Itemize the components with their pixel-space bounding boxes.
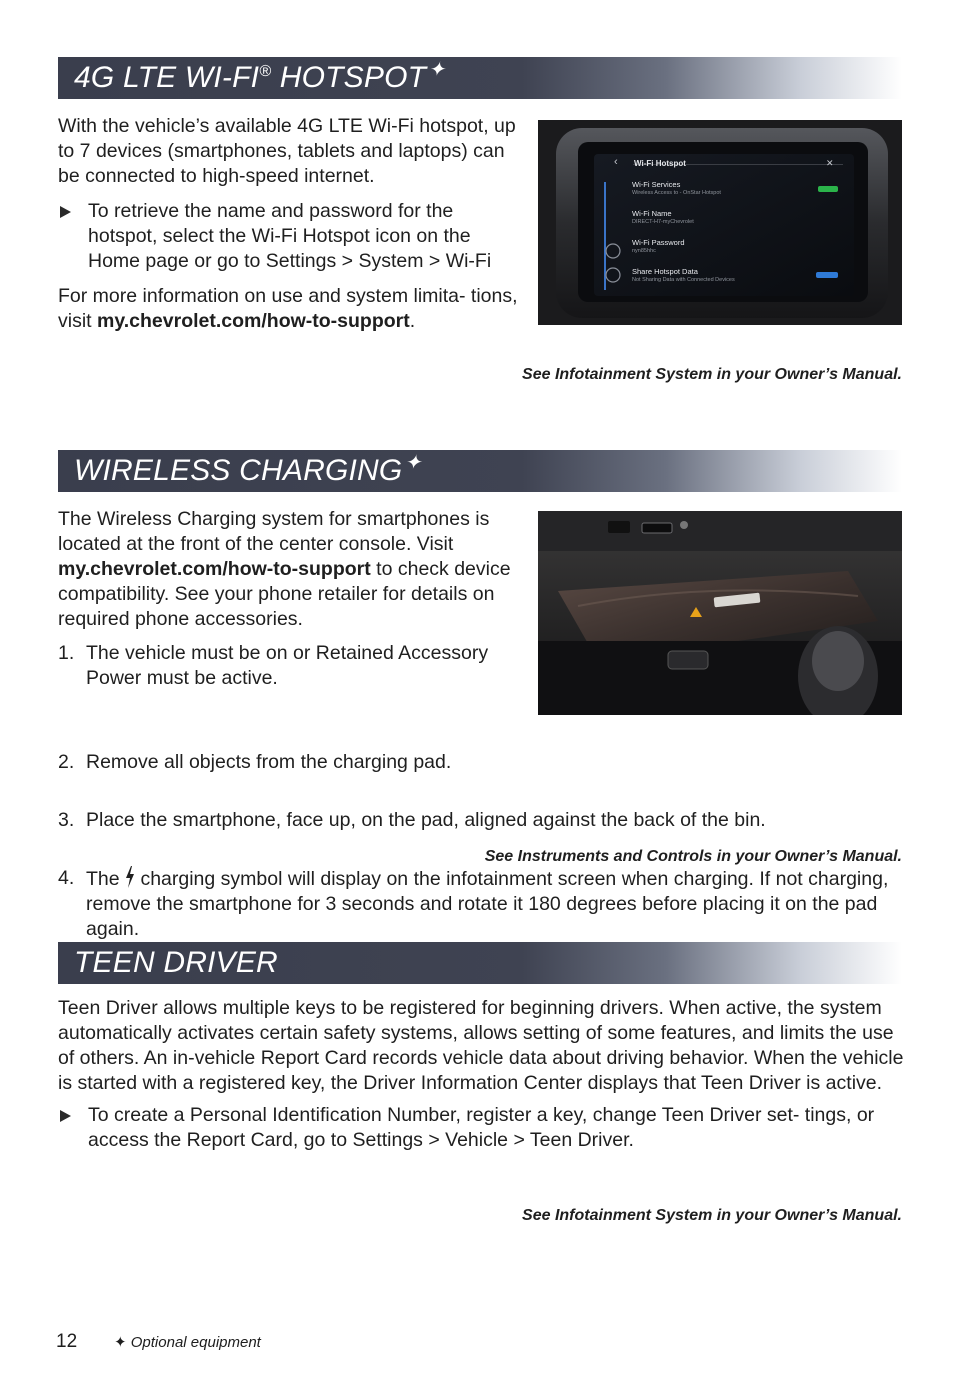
hotspot-body [58, 114, 518, 334]
wireless-step: 3. Place the smartphone, face up, on the pad, aligned against the back of the bin. [58, 809, 766, 831]
screen-back-icon[interactable]: ‹ [614, 156, 618, 168]
optional-equipment-note: ✦ Optional equipment [114, 1334, 261, 1351]
optional-equipment-icon: ✦ [428, 59, 446, 81]
section-title-teen: TEEN DRIVER [74, 946, 278, 979]
teen-intro: Teen Driver allows multiple keys to be registered for beginning drivers. When active, the system automatically activates certain safety systems, allows setting of some features, and limits the use of others. An in-vehicle Report Card records vehicle data about driving behavior. When the vehicle is started with a registered key, the Driver Information Center displays that Teen Driver is active. [58, 997, 904, 1094]
hotspot-more-info: For more information on use and system limita- tions, visit my.chevrolet.com/how-to-support. [58, 285, 518, 332]
section-header-wireless [58, 450, 902, 492]
support-link[interactable]: my.chevrolet.com/how-to-support [97, 310, 410, 332]
wireless-step: 1. The vehicle must be on or Retained Accessory Power must be active. [58, 642, 489, 689]
screen-item[interactable]: Wi-Fi Name DIRECT-H7-myChevrolet [632, 209, 694, 225]
bullet-arrow-icon [60, 1110, 71, 1122]
section-title-wireless: WIRELESS CHARGING ✦ [74, 452, 422, 487]
hotspot-intro: With the vehicle’s available 4G LTE Wi-Fi hotspot, up to 7 devices (smartphones, tablets and laptops) can be connected to high-speed internet. [58, 115, 516, 187]
teen-body [58, 996, 904, 1153]
screen-item[interactable]: Wi-Fi Password nyn85hhc [632, 238, 685, 254]
hotspot-bullet: To retrieve the name and password for the hotspot, select the Wi-Fi Hotspot icon on the Home page or go to Settings > System > Wi-Fi [58, 199, 518, 274]
hotspot-reference: See Infotainment System in your Owner’s Manual. [522, 366, 902, 383]
screen-item[interactable]: Share Hotspot Data Not Sharing Data with Connected Devices [632, 267, 735, 283]
center-console-illustration [538, 511, 902, 715]
infotainment-screen-photo [538, 120, 902, 325]
screen-close-icon[interactable]: ✕ [826, 158, 834, 168]
optional-equipment-icon: ✦ [404, 452, 422, 474]
wireless-reference: See Instruments and Controls in your Owner’s Manual. [484, 848, 902, 865]
support-link[interactable]: my.chevrolet.com/how-to-support [58, 558, 371, 580]
optional-equipment-icon: ✦ [114, 1334, 127, 1351]
screen-header: Wi-Fi Hotspot [634, 159, 686, 168]
wireless-step: 2. Remove all objects from the charging pad. [58, 751, 452, 773]
teen-bullet: To create a Personal Identification Number, register a key, change Teen Driver set- tings, or access the Report Card, go to Settings > Vehicle > Teen Driver. [58, 1103, 888, 1153]
section-header-hotspot [58, 57, 902, 99]
section-title-hotspot: 4G LTE WI-FI® HOTSPOT ✦ [74, 59, 446, 94]
charging-bolt-icon [125, 866, 135, 888]
page-number: 12 [56, 1331, 78, 1352]
teen-reference: See Infotainment System in your Owner’s Manual. [522, 1207, 902, 1224]
section-header-teen [58, 942, 902, 984]
bullet-arrow-icon [60, 206, 71, 218]
wireless-step: 4. The charging symbol will display on the infotainment screen when charging. If not charging, remove the smartphone for 3 seconds and rotate it 180 degrees before placing it on the pad again. [58, 867, 889, 940]
screen-item[interactable]: Wi-Fi Services Wireless Access to - OnStar Hotspot [632, 180, 721, 196]
charging-pad-photo [538, 511, 902, 715]
wireless-intro: The Wireless Charging system for smartphones is located at the front of the center console. Visit my.chevrolet.com/how-to-support to check device compatibility. See your phone retailer for details on required phone accessories. [58, 508, 511, 630]
